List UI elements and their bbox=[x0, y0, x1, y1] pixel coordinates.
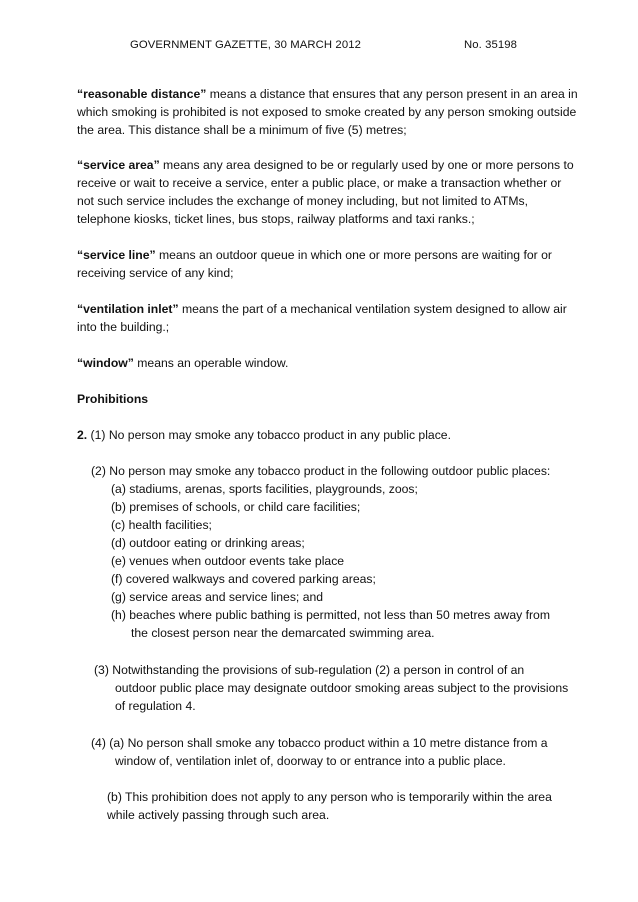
regulation-2-1: 2. (1) No person may smoke any tobacco product in any public place. bbox=[77, 428, 451, 442]
definition-term: “window” bbox=[77, 356, 134, 370]
list-item: (e) venues when outdoor events take place bbox=[111, 554, 345, 568]
definition-term: “ventilation inlet” bbox=[77, 302, 179, 316]
definition-line: receive or wait to receive a service, enter a public place, or make a transaction whether or bbox=[77, 176, 562, 190]
definition-text: means a distance that ensures that any person present in an area in bbox=[206, 87, 578, 101]
definition-term: “service line” bbox=[77, 248, 156, 262]
list-item: (f) covered walkways and covered parking areas; bbox=[111, 572, 376, 586]
paragraph-line: while actively passing through such area. bbox=[107, 808, 330, 822]
definition-term: “reasonable distance” bbox=[77, 87, 207, 101]
definition-text: means an outdoor queue in which one or more persons are waiting for or bbox=[155, 248, 552, 262]
gazette-number: No. 35198 bbox=[464, 39, 518, 51]
definition-window bbox=[77, 355, 288, 371]
list-item: (h) beaches where public bathing is permitted, not less than 50 metres away from bbox=[111, 608, 550, 622]
list-item-continuation: the closest person near the demarcated swimming area. bbox=[131, 626, 435, 640]
definition-service-line bbox=[77, 247, 552, 263]
regulation-2-2: (2) No person may smoke any tobacco product in the following outdoor public places: bbox=[91, 464, 551, 478]
definition-text: means the part of a mechanical ventilation system designed to allow air bbox=[178, 302, 567, 316]
definition-line: which smoking is prohibited is not exposed to smoke created by any person smoking outside bbox=[77, 105, 577, 119]
regulation-number: 2. bbox=[77, 428, 88, 442]
section-heading: Prohibitions bbox=[77, 392, 149, 406]
list-item: (g) service areas and service lines; and bbox=[111, 590, 324, 604]
definition-reasonable-distance bbox=[77, 86, 578, 102]
definition-term: “service area” bbox=[77, 158, 160, 172]
paragraph-line: window of, ventilation inlet of, doorway to or entrance into a public place. bbox=[115, 754, 506, 768]
definition-line: the area. This distance shall be a minimum of five (5) metres; bbox=[77, 123, 407, 137]
definition-line: into the building.; bbox=[77, 320, 170, 334]
paragraph-line: outdoor public place may designate outdoor smoking areas subject to the provisions bbox=[115, 681, 569, 695]
definition-text: means any area designed to be or regularly used by one or more persons to bbox=[159, 158, 574, 172]
list-item: (c) health facilities; bbox=[111, 518, 212, 532]
definition-service-area bbox=[77, 157, 574, 173]
definition-line: telephone kiosks, ticket lines, bus stops, railway platforms and taxi ranks.; bbox=[77, 212, 475, 226]
list-item: (a) stadiums, arenas, sports facilities, playgrounds, zoos; bbox=[111, 482, 418, 496]
gazette-title: GOVERNMENT GAZETTE, 30 MARCH 2012 bbox=[130, 39, 361, 51]
regulation-2-4a: (4) (a) No person shall smoke any tobacco product within a 10 metre distance from a bbox=[91, 736, 548, 750]
definition-ventilation-inlet bbox=[77, 301, 567, 317]
definition-text: means an operable window. bbox=[133, 356, 289, 370]
definition-line: not such service includes the exchange of money including, but not limited to ATMs, bbox=[77, 194, 528, 208]
list-item: (b) premises of schools, or child care facilities; bbox=[111, 500, 361, 514]
regulation-2-4b: (b) This prohibition does not apply to any person who is temporarily within the area bbox=[107, 790, 552, 804]
list-item: (d) outdoor eating or drinking areas; bbox=[111, 536, 305, 550]
regulation-2-3: (3) Notwithstanding the provisions of sub-regulation (2) a person in control of an bbox=[94, 663, 525, 677]
definition-line: receiving service of any kind; bbox=[77, 266, 234, 280]
paragraph-line: of regulation 4. bbox=[115, 699, 196, 713]
